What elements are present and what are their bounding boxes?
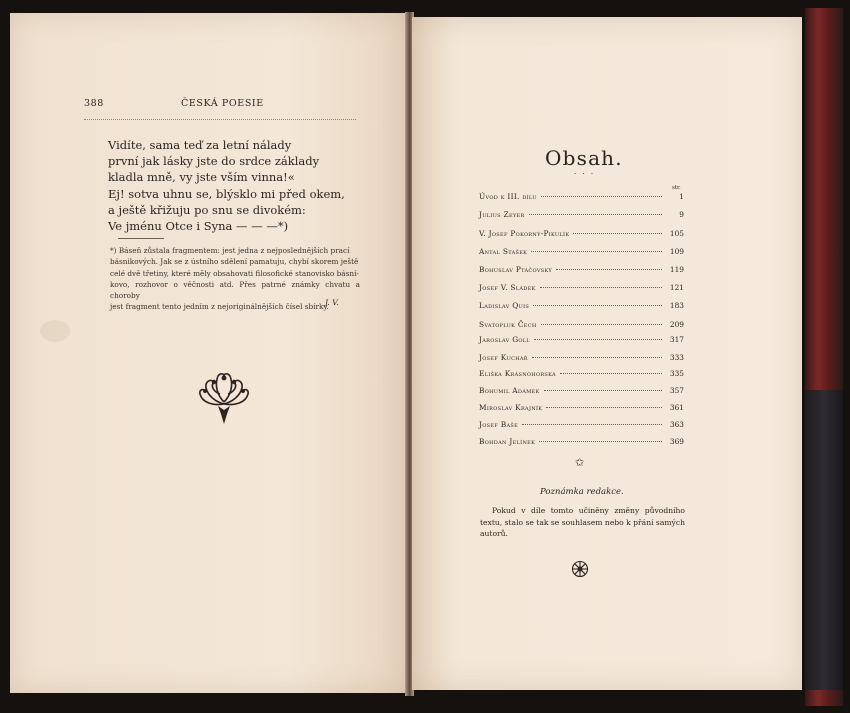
toc-entry: [479, 229, 684, 241]
toc-entry-page: 369: [669, 437, 684, 446]
toc-leader: [522, 424, 662, 425]
toc-entry-name: Julius Zeyer: [479, 210, 525, 219]
footnote-line: *) Báseň zůstala fragmentem: jest jedna z nejposlednějších prací: [110, 246, 350, 255]
toc-leader: [573, 233, 662, 234]
toc-entry-page: 9: [679, 210, 684, 219]
toc-leader: [533, 305, 662, 306]
toc-leader: [546, 407, 662, 408]
toc-entry-page: 119: [669, 265, 684, 274]
toc-entry: [479, 265, 684, 277]
toc-title: Obsah.: [545, 146, 623, 170]
toc-entry: [479, 403, 684, 415]
footnote-line: básnikových. Jak se z ústního sdělení pamatuju, chybí skorem ještě: [110, 257, 359, 267]
left-page: [10, 13, 407, 693]
poem-line: kladla mně, vy jste vším vinna!«: [108, 170, 295, 185]
toc-entry: [479, 301, 684, 313]
page-column-label: str.: [672, 185, 681, 191]
footnote-rule: [118, 238, 164, 239]
poem-line: Ej! sotva uhnu se, blýsklo mi před okem,: [108, 186, 345, 201]
editorial-note-body: Pokud v díle tomto učiněny změny původního textu, stalo se tak se souhlasem nebo k přání samých autorů.: [480, 506, 685, 538]
toc-entry-name: Josef Kuchař: [479, 353, 528, 362]
toc-entry-name: Úvod k III. dílu: [479, 192, 537, 201]
toc-leader: [539, 441, 662, 442]
toc-entry-name: Svatopluk Čech: [479, 320, 537, 329]
fleuron-ornament-icon: [196, 366, 252, 428]
footnote-line: jest fragment tento jedním z nejoriginálnějších čísel sbírky.: [110, 302, 329, 312]
paper-stain: [40, 320, 70, 342]
toc-entry-page: 1: [679, 192, 684, 201]
footnote-line: celé dvě třetiny, které měly obsahovati filosofické stanovisko básní-: [110, 268, 359, 278]
toc-entry-page: 333: [669, 353, 684, 362]
toc-leader: [541, 324, 662, 325]
toc-entry-name: Miroslav Krajník: [479, 403, 543, 412]
star-separator-icon: ✩: [575, 456, 585, 469]
toc-leader: [529, 214, 662, 215]
toc-leader: [534, 339, 662, 340]
book-cover-edge-dark: [805, 390, 843, 690]
footnote-line: kovo, rozhovor o věčnosti atd. Přes patrné známky chvatu a choroby: [110, 279, 360, 301]
poem-line: první jak lásky jste do srdce základy: [108, 154, 320, 169]
toc-entry-name: Bohdan Jelínek: [479, 437, 536, 446]
toc-entry: [479, 210, 684, 222]
toc-leader: [544, 390, 662, 391]
toc-entry: [479, 247, 684, 259]
toc-leader: [541, 196, 662, 197]
toc-entry-page: 121: [669, 283, 684, 292]
toc-entry-name: Bohuslav Ptačovský: [479, 265, 552, 274]
toc-entry-page: 361: [669, 403, 684, 412]
title-ornament: · · ·: [574, 170, 596, 178]
toc-entry-name: Ladislav Quis: [479, 301, 530, 310]
editorial-note-title: Poznámka redakce.: [540, 487, 624, 497]
footnote-signature: J. V.: [325, 298, 339, 307]
toc-entry: [479, 353, 684, 365]
toc-entry-name: Antal Stašek: [479, 247, 528, 256]
header-rule: [84, 119, 356, 120]
toc-entry: [479, 386, 684, 398]
toc-leader: [540, 287, 662, 288]
toc-entry-page: 363: [669, 420, 684, 429]
page-number: 388: [84, 98, 104, 109]
toc-entry-name: Jaroslav Goll: [479, 335, 531, 344]
toc-entry-page: 183: [669, 301, 684, 310]
toc-entry-name: Josef Baše: [479, 420, 519, 429]
toc-leader: [556, 269, 662, 270]
toc-entry: [479, 283, 684, 295]
toc-entry-name: Eliška Krásnohorská: [479, 369, 556, 378]
toc-entry-page: 357: [669, 386, 684, 395]
toc-entry: [479, 320, 684, 332]
poem-line: Ve jménu Otce i Syna — — —*): [108, 219, 289, 234]
poem-line: Vidíte, sama teď za letní nálady: [108, 138, 292, 152]
toc-entry-name: Bohumil Adámek: [479, 386, 540, 395]
toc-leader: [531, 251, 662, 252]
toc-entry: [479, 369, 684, 381]
toc-entry-page: 105: [669, 229, 684, 238]
toc-entry-page: 109: [669, 247, 684, 256]
footnote: [110, 245, 360, 313]
toc-entry: [479, 420, 684, 432]
toc-entry: [479, 192, 684, 204]
poem-block: [108, 137, 345, 234]
toc-entry: [479, 437, 684, 449]
toc-entry-name: Josef V. Sládek: [479, 283, 536, 292]
poem-line: a ještě křižuju po snu se divokém:: [108, 202, 306, 217]
toc-leader: [532, 357, 662, 358]
toc-entry-page: 317: [669, 335, 684, 344]
toc-entry: [479, 335, 684, 347]
toc-leader: [560, 373, 662, 374]
toc-entry-page: 335: [669, 369, 684, 378]
toc-entry-name: V. Josef Pokorný-Pikulík: [479, 229, 570, 238]
toc-entry-page: 209: [669, 320, 684, 329]
rosette-ornament-icon: [570, 559, 590, 579]
running-head: ČESKÁ POESIE: [181, 98, 264, 109]
